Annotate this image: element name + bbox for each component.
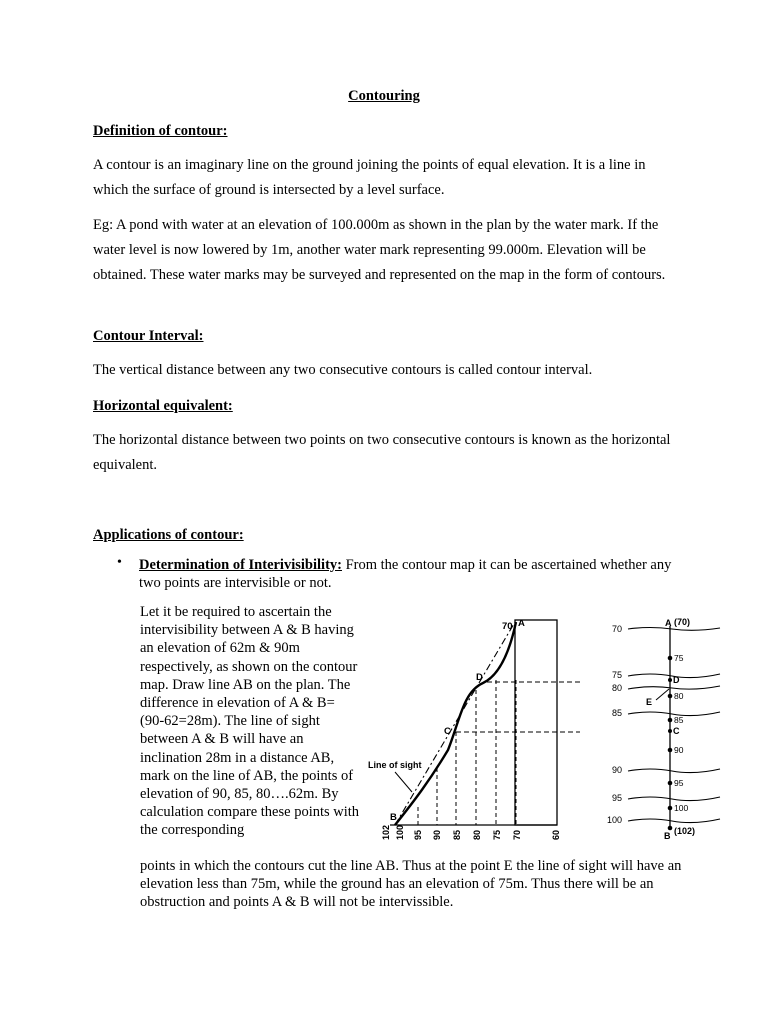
contour-label-80: 80 <box>612 683 623 693</box>
plan-b-elevation: (102) <box>674 826 696 836</box>
plan-point-b: B <box>664 831 671 841</box>
plan-point-d: D <box>673 675 680 685</box>
profile-x-ticks <box>381 825 561 840</box>
mark-85-dot <box>668 718 673 723</box>
point-b-dot <box>668 826 673 831</box>
bullet-item-intervisibility <box>139 556 679 592</box>
plan-point-a: A <box>665 618 672 628</box>
plan-point-e: E <box>646 697 653 707</box>
contour-90 <box>628 769 720 773</box>
profile-verticals <box>418 680 516 825</box>
contour-label-75: 75 <box>612 670 623 680</box>
tick-90: 90 <box>432 829 442 840</box>
point-e-pointer <box>656 689 669 700</box>
bullet-title: Determination of Interivisibility: <box>139 557 342 573</box>
mark-80-dot <box>668 694 673 699</box>
definition-example: Eg: A pond with water at an elevation of 100.000m as shown in the plan by the water mark. If the water level is now lowered by 1m, another water mark representing 99.000m. Elevation will be obtained. These water marks may be surveyed and represented on the map in the form of contours. <box>93 217 666 283</box>
mark-100-dot <box>668 806 673 811</box>
contour-80 <box>628 686 720 689</box>
tick-60: 60 <box>551 829 561 840</box>
contour-label-90: 90 <box>612 765 623 775</box>
contour-95 <box>628 797 720 801</box>
contour-label-85: 85 <box>612 708 623 718</box>
mark-label-90: 90 <box>674 745 684 755</box>
intervisibility-conclusion: points in which the contours cut the line AB. Thus at the point E the line of sight will have an elevation less than 75m, while the ground has an elevation of 75m. Thus there will be an obstruction and points A & B will not be intervissible. <box>140 858 682 911</box>
plan-a-elevation: (70) <box>674 617 691 627</box>
mark-95-dot <box>668 781 673 786</box>
mark-label-85: 85 <box>674 715 684 725</box>
contour-labels <box>607 624 622 825</box>
contour-interval-body: The vertical distance between any two consecutive contours is called contour interval. <box>93 362 593 378</box>
contour-70 <box>628 628 720 631</box>
contour-100 <box>628 819 720 823</box>
profile-point-d: D <box>476 672 483 683</box>
profile-point-c: C <box>444 726 451 737</box>
mark-label-100: 100 <box>674 803 689 813</box>
bullet-body: From the contour map it can be ascertained whether any two points are intervisible or not. <box>139 557 672 591</box>
profile-figure <box>360 610 580 855</box>
horizontal-equivalent-heading: Horizontal equivalent: <box>93 398 233 414</box>
tick-75: 75 <box>492 829 502 840</box>
horizontal-equivalent-body: The horizontal distance between two points on two consecutive contours is known as the horizontal equivalent. <box>93 432 671 473</box>
point-d-dot <box>668 678 672 682</box>
tick-85: 85 <box>452 829 462 840</box>
page-title: Contouring <box>348 88 420 104</box>
point-c-dot <box>668 729 672 733</box>
profile-point-a: A <box>518 618 525 629</box>
tick-80: 80 <box>472 829 482 840</box>
profile-point-b: B <box>390 812 397 823</box>
line-of-sight <box>395 622 515 825</box>
mark-90-dot <box>668 748 673 753</box>
profile-top-label: 70 <box>502 621 513 632</box>
contour-label-100: 100 <box>607 815 623 825</box>
tick-102: 102 <box>381 824 391 840</box>
tick-70: 70 <box>512 829 522 840</box>
contour-label-95: 95 <box>612 793 623 803</box>
mark-label-75: 75 <box>674 653 684 663</box>
bullet-marker: • <box>117 555 122 570</box>
line-of-sight-label: Line of sight <box>368 760 422 770</box>
tick-100: 100 <box>395 824 405 840</box>
mark-label-95: 95 <box>674 778 684 788</box>
plan-figure <box>580 610 730 845</box>
mark-label-80: 80 <box>674 691 684 701</box>
applications-heading: Applications of contour: <box>93 527 244 543</box>
contour-label-70: 70 <box>612 624 623 634</box>
contour-interval-heading: Contour Interval: <box>93 328 204 344</box>
line-of-sight-pointer <box>395 772 412 792</box>
tick-95: 95 <box>413 829 423 840</box>
intervisibility-explanation: Let it be required to ascertain the intervisibility between A & B having an elevation of 62m & 90m respectively, as shown on the contour map. Draw line AB on the plan. The difference in elevation of A & B= (90-62=28m). The line of sight between A & B will have an inclination 28m in a distance AB, mark on the line of AB, the points of elevation of 90, 85, 80….62m. By calculation compare these points with the corresponding <box>140 604 360 839</box>
mark-75-dot <box>668 656 673 661</box>
plan-point-c: C <box>673 726 680 736</box>
profile-box <box>515 620 557 825</box>
definition-heading: Definition of contour: <box>93 123 228 139</box>
definition-body: A contour is an imaginary line on the ground joining the points of equal elevation. It is a line in which the surface of ground is intersected by a level surface. <box>93 157 646 198</box>
